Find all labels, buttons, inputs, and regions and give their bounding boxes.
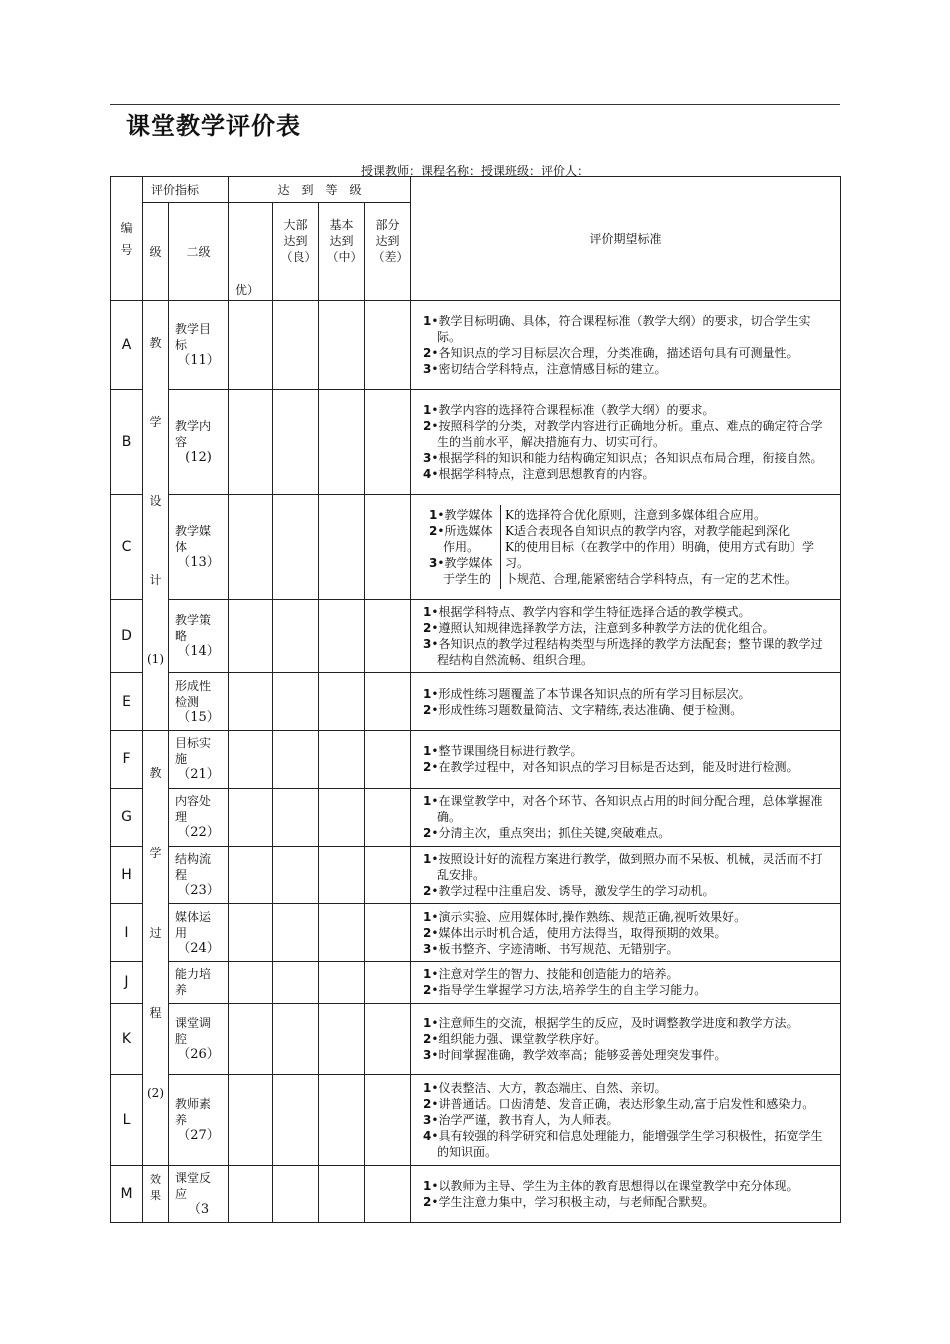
standard-text: 以教师为主导、学生为主体的教育思想得以在课堂教学中充分体现。 xyxy=(438,1179,799,1193)
grade-cell-good[interactable] xyxy=(273,962,319,1004)
standard-number: 1 xyxy=(423,909,432,924)
standard-text: 形成性练习题数量简洁、文字精练,表达准确、便于检测。 xyxy=(438,702,743,717)
table-row xyxy=(111,962,841,1004)
standard-number: 2 xyxy=(429,523,438,538)
grade-cell-excellent[interactable] xyxy=(229,599,273,673)
standard-text: 指导学生掌握学习方法,培养学生的自主学习能力。 xyxy=(438,983,707,998)
standard-number: 1 xyxy=(423,686,432,701)
grade-cell-good[interactable] xyxy=(273,599,319,673)
level1-char: 程 xyxy=(149,1006,162,1020)
standard-text: 根据学科特点、教学内容和学生特征选择合适的教学模式。 xyxy=(438,605,751,620)
grade-cell-medium[interactable] xyxy=(319,673,365,731)
standard-number: 2 xyxy=(423,702,432,717)
grade-cell-good[interactable] xyxy=(273,846,319,904)
grade-cell-medium[interactable] xyxy=(319,731,365,789)
indicator-name: 能力培养 xyxy=(175,967,212,998)
header-grade-poor: 部分达到（差） xyxy=(365,203,411,301)
level1-char: 学 xyxy=(149,846,162,860)
grade-cell-poor[interactable] xyxy=(365,389,411,494)
table-row xyxy=(111,301,841,390)
standards-cell xyxy=(411,1166,841,1223)
grade-cell-medium[interactable] xyxy=(319,846,365,904)
row-code: A xyxy=(111,301,143,390)
standard-text: 分清主次，重点突出；抓住关键,突破难点。 xyxy=(438,826,671,841)
grade-cell-good[interactable] xyxy=(273,788,319,846)
standard-item: 2•各知识点的学习目标层次合理，分类准确，描述语句具有可测量性。 xyxy=(423,345,799,360)
standard-item: 2•学生注意力集中，学习积极主动，与老师配合默契。 xyxy=(423,1195,715,1209)
standards-cell xyxy=(411,494,841,599)
standard-text: 根据学科的知识和能力结构确定知识点；各知识点布局合理，衔接自然。 xyxy=(438,450,823,465)
standard-text: 按照科学的分类，对教学内容进行正确地分析。重点、难点的确定符合学生的当前水平，解决措施有力、切实可行。 xyxy=(437,418,823,449)
indicator-name: 教学媒体 xyxy=(175,523,212,554)
table-row xyxy=(111,599,841,673)
table-row xyxy=(111,904,841,962)
level1-category xyxy=(143,301,169,731)
evaluation-table xyxy=(110,176,841,1223)
standard-text: 整节课围绕目标进行教学。 xyxy=(438,744,583,759)
grade-cell-good[interactable] xyxy=(273,389,319,494)
standard-number: 1 xyxy=(423,851,432,866)
indicator-name: 结构流程 xyxy=(175,851,212,882)
standard-item: K的选择符合优化原则，注意到多媒体组合应用。 xyxy=(505,507,766,522)
standard-number: 2 xyxy=(423,345,432,360)
indicator-name: 教师素养 xyxy=(175,1096,212,1127)
standard-item: 2•在教学过程中，对各知识点的学习目标是否达到，能及时进行检测。 xyxy=(423,760,799,775)
standards-cell xyxy=(411,1074,841,1165)
standard-text: 演示实验、应用媒体时,操作熟练、规范正确,视听效果好。 xyxy=(438,909,747,924)
grade-cell-excellent[interactable] xyxy=(229,904,273,962)
standards-cell xyxy=(411,788,841,846)
header-grade-excellent: 优） xyxy=(229,203,273,301)
grade-cell-poor[interactable] xyxy=(365,1003,411,1074)
indicator-cell xyxy=(169,599,229,673)
standard-text: 板书整齐、字迹清晰、书写规范、无错别字。 xyxy=(438,941,679,956)
grade-cell-excellent[interactable] xyxy=(229,673,273,731)
standard-text: 组织能力强、课堂教学秩序好。 xyxy=(438,1031,607,1046)
standard-text: 形成性练习题覆盖了本节课各知识点的所有学习目标层次。 xyxy=(438,686,751,701)
standard-item: 3•密切结合学科特点，注意情感目标的建立。 xyxy=(423,361,667,376)
standard-number: 1 xyxy=(429,507,438,522)
standard-number: 3 xyxy=(423,941,432,956)
indicator-cell xyxy=(169,788,229,846)
standard-text: 教学目标明确、具体，符合课程标准（教学大纲）的要求，切合学生实际。 xyxy=(437,313,811,344)
header-grade-group: 达 到 等 级 xyxy=(229,177,411,203)
grade-cell-medium[interactable] xyxy=(319,1074,365,1165)
table-row xyxy=(111,731,841,789)
grade-cell-medium[interactable] xyxy=(319,788,365,846)
grade-cell-good[interactable] xyxy=(273,301,319,390)
indicator-cell xyxy=(169,301,229,390)
standard-number: 2 xyxy=(423,1195,432,1209)
standard-text: 注意师生的交流，根据学生的反应，及时调整教学进度和教学方法。 xyxy=(438,1015,799,1030)
grade-cell-medium[interactable] xyxy=(319,904,365,962)
indicator-name: 内容处理 xyxy=(175,794,212,825)
standards-cell xyxy=(411,962,841,1004)
standard-item: 3•教学媒体于学生的 xyxy=(429,555,493,586)
table-row xyxy=(111,1003,841,1074)
table-row xyxy=(111,494,841,599)
row-code: M xyxy=(111,1166,143,1223)
grade-cell-excellent[interactable] xyxy=(229,1003,273,1074)
table-row xyxy=(111,788,841,846)
standards-cell xyxy=(411,731,841,789)
standard-number: 3 xyxy=(423,361,432,376)
standard-item: 2•形成性练习题数量简洁、文字精练,表达准确、便于检测。 xyxy=(423,702,743,717)
indicator-weight: （22） xyxy=(177,825,220,841)
row-code: L xyxy=(111,1074,143,1165)
standard-item: 1•仪表整洁、大方，教态端庄、自然、亲切。 xyxy=(423,1080,667,1095)
split-standards xyxy=(423,505,830,589)
standard-text: 媒体出示时机合适，使用方法得当，取得预期的效果。 xyxy=(438,925,727,940)
indicator-cell xyxy=(169,1166,229,1223)
grade-cell-good[interactable] xyxy=(273,673,319,731)
level1-char: (1) xyxy=(147,652,164,666)
standard-number: 3 xyxy=(423,1047,432,1062)
standard-number: 2 xyxy=(423,1096,432,1111)
indicator-name: 教学内容 xyxy=(175,418,212,449)
page-title: 课堂教学评价表 xyxy=(126,112,301,140)
standards-cell xyxy=(411,1003,841,1074)
standard-item: 1•以教师为主导、学生为主体的教育思想得以在课堂教学中充分体现。 xyxy=(423,1179,799,1193)
standard-number: 3 xyxy=(423,450,432,465)
grade-cell-excellent[interactable] xyxy=(229,1074,273,1165)
indicator-name: 课堂调腔 xyxy=(175,1015,212,1046)
header-indicator: 评价指标 xyxy=(143,177,229,203)
level1-char: 学 xyxy=(149,415,162,429)
standard-text: 教学媒体 xyxy=(444,507,493,522)
standard-item: 4•根据学科特点，注意到思想教育的内容。 xyxy=(423,466,655,481)
indicator-name: 课堂反应 xyxy=(175,1171,212,1201)
indicator-weight: （14） xyxy=(177,644,220,660)
standard-number: 2 xyxy=(423,983,432,998)
standard-text: 在教学过程中，对各知识点的学习目标是否达到，能及时进行检测。 xyxy=(438,760,799,775)
standard-text: 具有较强的科学研究和信息处理能力，能增强学生学习积极性，拓宽学生的知识面。 xyxy=(437,1128,823,1159)
grade-cell-excellent[interactable] xyxy=(229,494,273,599)
standard-item: 4•具有较强的科学研究和信息处理能力，能增强学生学习积极性，拓宽学生的知识面。 xyxy=(423,1128,823,1159)
standard-text: 遵照认知规律选择教学方法，注意到多种教学方法的优化组合。 xyxy=(438,621,775,636)
grade-cell-medium[interactable] xyxy=(319,599,365,673)
level1-char: 计 xyxy=(149,573,162,587)
level1-char: 教 xyxy=(149,766,162,780)
grade-cell-poor[interactable] xyxy=(365,1074,411,1165)
row-code: K xyxy=(111,1003,143,1074)
grade-cell-poor[interactable] xyxy=(365,673,411,731)
standards-cell xyxy=(411,301,841,390)
grade-cell-medium[interactable] xyxy=(319,1166,365,1223)
standard-text: 在课堂教学中，对各个环节、各知识点占用的时间分配合理，总体掌握准确。 xyxy=(437,794,823,825)
standard-number: 2 xyxy=(423,883,432,898)
standard-number: 2 xyxy=(423,621,432,636)
standards-cell xyxy=(411,389,841,494)
standard-text: 学生注意力集中，学习积极主动，与老师配合默契。 xyxy=(438,1195,715,1209)
row-code: C xyxy=(111,494,143,599)
standard-item: 2•指导学生掌握学习方法,培养学生的自主学习能力。 xyxy=(423,983,707,998)
row-code: F xyxy=(111,731,143,789)
standard-item: K适合表现各自知识点的教学内容，对教学能起到深化 xyxy=(505,523,790,538)
level1-char: 教 xyxy=(149,336,162,350)
standard-number: 2 xyxy=(423,760,432,775)
level1-char: 设 xyxy=(149,494,162,508)
top-rule xyxy=(110,104,840,105)
standard-number: 2 xyxy=(423,1031,432,1046)
standard-text: 教学过程中注重启发、诱导，激发学生的学习动机。 xyxy=(438,883,715,898)
standards-cell xyxy=(411,673,841,731)
header-code: 编号 xyxy=(111,177,143,301)
standard-item: 3•治学严谨，教书育人，为人师表。 xyxy=(423,1112,619,1127)
table-row xyxy=(111,846,841,904)
standard-number: 2 xyxy=(423,418,432,433)
grade-cell-good[interactable] xyxy=(273,1003,319,1074)
header-level2: 二级 xyxy=(169,203,229,301)
level1-char: (2) xyxy=(147,1086,164,1100)
standard-item: 1•教学目标明确、具体，符合课程标准（教学大纲）的要求，切合学生实际。 xyxy=(423,313,811,344)
grade-cell-poor[interactable] xyxy=(365,1166,411,1223)
standard-number: 2 xyxy=(423,925,432,940)
header-level1: 级 xyxy=(143,203,169,301)
standard-item: 3•板书整齐、字迹清晰、书写规范、无错别字。 xyxy=(423,941,679,956)
grade-cell-poor[interactable] xyxy=(365,962,411,1004)
standard-item: 1•注意师生的交流，根据学生的反应，及时调整教学进度和教学方法。 xyxy=(423,1015,799,1030)
standard-number: 1 xyxy=(423,605,432,620)
row-code: E xyxy=(111,673,143,731)
grade-cell-excellent[interactable] xyxy=(229,788,273,846)
standard-text: 根据学科特点，注意到思想教育的内容。 xyxy=(438,466,655,481)
standard-item: 2•按照科学的分类，对教学内容进行正确地分析。重点、难点的确定符合学生的当前水平，解决措施有力、切实可行。 xyxy=(423,418,823,449)
standard-text: 密切结合学科特点，注意情感目标的建立。 xyxy=(438,361,667,376)
grade-cell-medium[interactable] xyxy=(319,1003,365,1074)
standard-text: 讲普通话。口齿清楚、发音正确，表达形象生动,富于启发性和感染力。 xyxy=(438,1096,815,1111)
standard-text: 所选媒体作用。 xyxy=(443,523,493,554)
standard-number: 1 xyxy=(423,313,432,328)
grade-cell-excellent[interactable] xyxy=(229,846,273,904)
table-row xyxy=(111,673,841,731)
grade-cell-poor[interactable] xyxy=(365,788,411,846)
standard-item: 2•媒体出示时机合适，使用方法得当，取得预期的效果。 xyxy=(423,925,727,940)
standard-number: 2 xyxy=(423,826,432,841)
split-right xyxy=(501,505,830,589)
indicator-cell xyxy=(169,731,229,789)
level1-category xyxy=(143,1166,169,1223)
grade-cell-excellent[interactable] xyxy=(229,389,273,494)
indicator-cell xyxy=(169,673,229,731)
standard-text: 按照设计好的流程方案进行教学，做到照办而不呆板、机械，灵活而不打乱安排。 xyxy=(437,851,823,882)
standards-cell xyxy=(411,599,841,673)
grade-cell-poor[interactable] xyxy=(365,494,411,599)
standard-item: 1•形成性练习题覆盖了本节课各知识点的所有学习目标层次。 xyxy=(423,686,751,701)
indicator-weight: （3 xyxy=(187,1202,210,1217)
grade-cell-poor[interactable] xyxy=(365,599,411,673)
standard-number: 1 xyxy=(423,1080,432,1095)
standard-number: 1 xyxy=(423,967,432,982)
row-code: B xyxy=(111,389,143,494)
indicator-cell xyxy=(169,1003,229,1074)
indicator-name: 媒体运用 xyxy=(175,909,212,940)
standard-text: 各知识点的教学过程结构类型与所选择的教学方法配套；整节课的教学过程结构自然流畅、组织合理。 xyxy=(437,637,823,668)
indicator-weight: （13） xyxy=(177,554,220,570)
indicator-weight: （21） xyxy=(177,767,220,783)
grade-cell-excellent[interactable] xyxy=(229,731,273,789)
grade-cell-medium[interactable] xyxy=(319,962,365,1004)
indicator-weight: （23） xyxy=(177,882,220,898)
indicator-cell xyxy=(169,962,229,1004)
standard-item: 1•整节课围绕目标进行教学。 xyxy=(423,744,583,759)
level1-char: 效果 xyxy=(150,1173,161,1202)
standard-number: 3 xyxy=(429,555,438,570)
standard-number: 3 xyxy=(423,637,432,652)
standard-item: 1•教学内容的选择符合课程标准（教学大纲）的要求。 xyxy=(423,402,715,417)
indicator-weight: (12) xyxy=(185,449,212,465)
indicator-weight: （27） xyxy=(177,1127,220,1143)
standard-item: 2•分清主次，重点突出；抓住关键,突破难点。 xyxy=(423,826,671,841)
grade-cell-poor[interactable] xyxy=(365,301,411,390)
grade-cell-poor[interactable] xyxy=(365,846,411,904)
level1-char: 过 xyxy=(149,926,162,940)
grade-cell-excellent[interactable] xyxy=(229,1166,273,1223)
indicator-cell xyxy=(169,846,229,904)
grade-cell-medium[interactable] xyxy=(319,301,365,390)
row-code: J xyxy=(111,962,143,1004)
indicator-name: 教学目标 xyxy=(175,321,212,352)
standard-text: 仪表整洁、大方，教态端庄、自然、亲切。 xyxy=(438,1080,667,1095)
standard-number: 4 xyxy=(423,466,432,481)
standard-item: 1•教学媒体 xyxy=(429,507,493,522)
standard-item: 2•讲普通话。口齿清楚、发音正确，表达形象生动,富于启发性和感染力。 xyxy=(423,1096,815,1111)
table-row xyxy=(111,1074,841,1165)
header-standard: 评价期望标准 xyxy=(411,177,841,301)
indicator-cell xyxy=(169,1074,229,1165)
standard-item: 3•各知识点的教学过程结构类型与所选择的教学方法配套；整节课的教学过程结构自然流畅、组织合理。 xyxy=(423,637,823,668)
standard-number: 1 xyxy=(423,1015,432,1030)
standards-cell xyxy=(411,904,841,962)
level1-category xyxy=(143,731,169,1166)
standard-item: 3•根据学科的知识和能力结构确定知识点；各知识点布局合理，衔接自然。 xyxy=(423,450,823,465)
standard-text: 各知识点的学习目标层次合理，分类准确，描述语句具有可测量性。 xyxy=(438,345,799,360)
standard-item: 卜规范、合理,能紧密结合学科特点，有一定的艺术性。 xyxy=(505,571,797,586)
indicator-cell xyxy=(169,494,229,599)
standard-number: 1 xyxy=(423,794,432,809)
standard-text: 时间掌握准确，教学效率高；能够妥善处理突发事件。 xyxy=(438,1047,727,1062)
indicator-name: 形成性检测 xyxy=(175,678,212,709)
row-code: H xyxy=(111,846,143,904)
indicator-weight: （24） xyxy=(177,940,220,956)
grade-cell-good[interactable] xyxy=(273,904,319,962)
standard-number: 3 xyxy=(423,1112,432,1127)
standard-number: 1 xyxy=(423,402,432,417)
standard-item: 1•按照设计好的流程方案进行教学，做到照办而不呆板、机械，灵活而不打乱安排。 xyxy=(423,851,823,882)
grade-cell-good[interactable] xyxy=(273,1074,319,1165)
indicator-cell xyxy=(169,389,229,494)
indicator-cell xyxy=(169,904,229,962)
standard-item: 2•遵照认知规律选择教学方法，注意到多种教学方法的优化组合。 xyxy=(423,621,775,636)
standard-item: 1•演示实验、应用媒体时,操作熟练、规范正确,视听效果好。 xyxy=(423,909,747,924)
row-code: D xyxy=(111,599,143,673)
header-grade-medium: 基本达到（中） xyxy=(319,203,365,301)
grade-cell-excellent[interactable] xyxy=(229,301,273,390)
standard-item: 2•所选媒体作用。 xyxy=(429,523,493,554)
standard-text: 注意对学生的智力、技能和创造能力的培养。 xyxy=(438,967,679,982)
row-code: G xyxy=(111,788,143,846)
table-row xyxy=(111,1166,841,1223)
standards-cell xyxy=(411,846,841,904)
indicator-name: 教学策略 xyxy=(175,613,212,644)
standard-item: 3•时间掌握准确，教学效率高；能够妥善处理突发事件。 xyxy=(423,1047,727,1062)
split-left xyxy=(423,505,501,589)
grade-cell-medium[interactable] xyxy=(319,494,365,599)
standard-item: 1•注意对学生的智力、技能和创造能力的培养。 xyxy=(423,967,679,982)
table-row xyxy=(111,389,841,494)
indicator-weight: （11） xyxy=(177,352,220,368)
standard-item: 2•组织能力强、课堂教学秩序好。 xyxy=(423,1031,607,1046)
indicator-name: 目标实施 xyxy=(175,736,212,767)
row-code: I xyxy=(111,904,143,962)
grade-cell-good[interactable] xyxy=(273,1166,319,1223)
standard-text: 治学严谨，教书育人，为人师表。 xyxy=(438,1112,619,1127)
indicator-weight: （26） xyxy=(177,1046,220,1062)
header-grade-good: 大部达到（良） xyxy=(273,203,319,301)
standard-text: 教学内容的选择符合课程标准（教学大纲）的要求。 xyxy=(438,402,715,417)
standard-item: 1•根据学科特点、教学内容和学生特征选择合适的教学模式。 xyxy=(423,605,751,620)
grade-cell-good[interactable] xyxy=(273,731,319,789)
grade-cell-medium[interactable] xyxy=(319,389,365,494)
grade-cell-good[interactable] xyxy=(273,494,319,599)
standard-item: 1•在课堂教学中，对各个环节、各知识点占用的时间分配合理，总体掌握准确。 xyxy=(423,794,823,825)
standard-number: 1 xyxy=(423,744,432,759)
grade-cell-poor[interactable] xyxy=(365,904,411,962)
standard-text: 教学媒体于学生的 xyxy=(443,555,493,586)
standard-number: 1 xyxy=(423,1179,432,1193)
standard-item: 2•教学过程中注重启发、诱导，激发学生的学习动机。 xyxy=(423,883,715,898)
grade-cell-excellent[interactable] xyxy=(229,962,273,1004)
standard-item: K的使用目标（在教学中的作用）明确，使用方式有助〕学习。 xyxy=(505,539,814,570)
meta-line: 授课教师：课程名称：授课班级：评价人： xyxy=(360,164,589,178)
grade-cell-poor[interactable] xyxy=(365,731,411,789)
indicator-weight: （15） xyxy=(177,709,220,725)
standard-number: 4 xyxy=(423,1128,432,1143)
